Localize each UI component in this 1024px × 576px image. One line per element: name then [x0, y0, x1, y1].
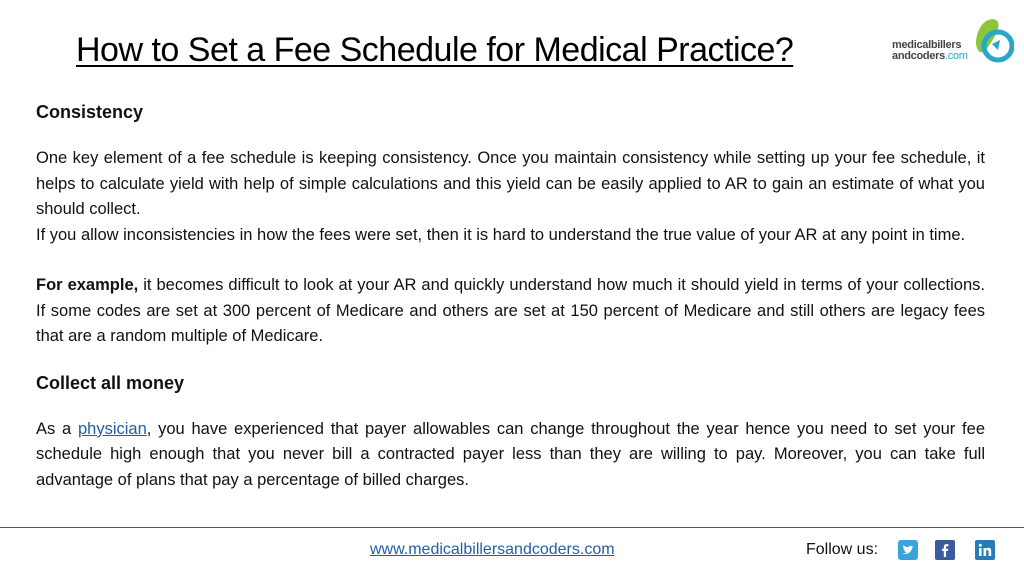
website-link[interactable]: www.medicalbillersandcoders.com: [370, 541, 615, 558]
collect-rest: , you have experienced that payer allowables can change throughout the year hence you need to set your fee schedule high enough that you never bill a contracted payer less than they are willing to pay. Moreover, you can take full advantage of plans that pay a percentage of billed charges.: [36, 419, 985, 489]
logo-line1: medicalbillers: [892, 39, 962, 51]
physician-link[interactable]: physician: [77, 419, 147, 438]
paragraph-collect: [36, 417, 985, 494]
company-logo: [892, 14, 1014, 74]
collect-prefix: As a: [36, 419, 78, 438]
linkedin-icon[interactable]: [975, 540, 995, 560]
paragraph-consistency-2: If you allow inconsistencies in how the fees were set, then it is hard to understand the true value of your AR at any point in time.: [36, 225, 966, 244]
paragraph-consistency-1: One key element of a fee schedule is keeping consistency. Once you maintain consistency while setting up your fee schedule, it helps to calculate yield with help of simple calculations and this yield can be easily applied to AR to gain an estimate of what you should collect.: [36, 149, 985, 218]
twitter-icon[interactable]: [898, 540, 918, 560]
slide-title: How to Set a Fee Schedule for Medical Practice?: [76, 31, 794, 69]
example-text: it becomes difficult to look at your AR and quickly understand how much it should yield in terms of your collections. If some codes are set at 300 percent of Medicare and others are set at 150 percent of Medicare and still others are legacy fees that are a random multiple of Medicare.: [36, 276, 985, 345]
slide-body: [36, 98, 985, 493]
paragraph-example: [36, 273, 985, 350]
logo-wordmark: [892, 40, 968, 62]
follow-us-label: Follow us:: [806, 541, 879, 558]
logo-line2: andcoders: [892, 50, 945, 62]
footer-divider: [0, 527, 1024, 528]
example-label: For example,: [36, 276, 139, 294]
section-heading-collect: Collect all money: [36, 372, 185, 393]
logo-line2-suffix: .com: [944, 50, 968, 62]
facebook-icon[interactable]: [935, 540, 955, 560]
section-heading-consistency: Consistency: [36, 102, 144, 122]
